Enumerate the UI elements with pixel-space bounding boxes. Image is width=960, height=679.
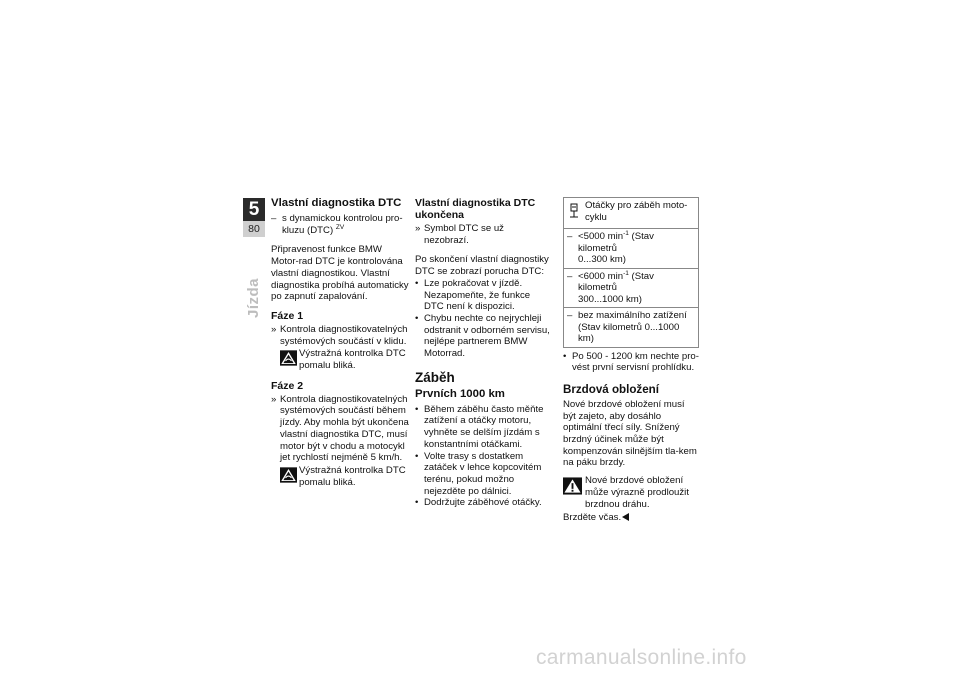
item-text: Po 500 - 1200 km nechte pro-vést první servisní prohlídku. xyxy=(572,350,699,374)
list-item xyxy=(415,451,550,498)
item-superscript: ZV xyxy=(335,223,345,231)
list-item xyxy=(415,404,550,451)
list-item xyxy=(271,213,411,236)
closing-text: Brzděte včas. xyxy=(563,512,622,524)
item-text: s dynamickou kontrolou pro-kluzu (DTC) xyxy=(282,213,403,236)
chapter-number: 5 xyxy=(243,198,265,221)
paragraph: Po skončení vlastní diagnostiky DTC se zobrazí porucha DTC: xyxy=(415,254,549,278)
phase-2-title: Fáze 2 xyxy=(271,379,304,392)
arrow-marker: » xyxy=(271,323,277,335)
row-range: (Stav kilometrů 0...1000 km) xyxy=(578,321,680,344)
table-header-text: Otáčky pro záběh moto-cyklu xyxy=(585,200,688,223)
section-title-dtc-finished: Vlastní diagnostika DTC ukončena xyxy=(415,197,536,221)
bullet-marker: • xyxy=(415,450,419,462)
dash-marker: – xyxy=(567,270,573,282)
bullet-marker: • xyxy=(415,403,419,415)
item-text: Lze pokračovat v jízdě. Nezapomeňte, že funkce DTC není k dispozici. xyxy=(424,277,531,313)
engine-speed-icon xyxy=(568,203,580,221)
warning-triangle-icon xyxy=(280,350,297,366)
break-in-rpm-table xyxy=(563,197,699,348)
section-title-brake-pads: Brzdová obložení xyxy=(563,382,659,396)
subsection-title-first-1000km: Prvních 1000 km xyxy=(415,387,505,400)
row-value: bez maximálního zatížení xyxy=(578,310,687,321)
warning-exclamation-icon xyxy=(563,477,582,495)
warning-text: Výstražná kontrolka DTC pomalu bliká. xyxy=(299,464,406,488)
end-of-section-icon xyxy=(622,513,629,521)
chapter-tab xyxy=(243,198,265,238)
row-range: 300...1000 km) xyxy=(578,293,642,305)
list-item xyxy=(415,223,550,246)
bullet-marker: • xyxy=(415,497,419,509)
list-item xyxy=(563,351,699,374)
item-text: Během záběhu často měňte zatížení a otáčky motoru, vyhněte se delším jízdám s konstantními otáčkami. xyxy=(424,403,544,450)
paragraph: Připravenost funkce BMW Motor-rad DTC je kontrolována vlastní diagnostikou. Vlastní diagnostika probíhá automaticky po zapnutí zapalování. xyxy=(271,244,409,303)
list-item xyxy=(415,278,550,313)
list-item xyxy=(271,324,411,347)
section-title-dtc-self-diagnosis: Vlastní diagnostika DTC xyxy=(271,197,402,209)
table-row xyxy=(564,268,699,308)
page-number: 80 xyxy=(243,221,265,237)
table-row xyxy=(564,229,699,269)
phase-1-title: Fáze 1 xyxy=(271,309,304,322)
column-1 xyxy=(271,197,411,490)
warning-note xyxy=(280,348,411,371)
dash-marker: – xyxy=(567,310,573,321)
list-item xyxy=(415,497,550,509)
row-superscript: -1 xyxy=(623,269,629,277)
row-superscript: -1 xyxy=(623,229,629,237)
item-text: Kontrola diagnostikovatelných systémových součástí v klidu. xyxy=(280,323,408,347)
row-range: 0...300 km) xyxy=(578,254,626,265)
dash-marker: – xyxy=(567,231,573,242)
list-item xyxy=(415,313,550,360)
column-3 xyxy=(563,197,699,524)
warning-text: Nové brzdové obložení může výrazně prodloužit brzdnou dráhu. xyxy=(585,475,689,510)
arrow-marker: » xyxy=(415,223,421,234)
column-2 xyxy=(415,197,550,509)
row-value-suffix: (Stav kilometrů xyxy=(578,231,654,254)
bullet-marker: • xyxy=(563,350,567,362)
list-item xyxy=(271,394,411,464)
warning-triangle-icon xyxy=(280,467,297,483)
bullet-marker: • xyxy=(415,277,419,289)
row-value: <5000 min xyxy=(578,231,624,242)
section-title-break-in: Záběh xyxy=(415,369,455,385)
warning-note xyxy=(280,465,411,488)
bullet-marker: • xyxy=(415,312,419,324)
paragraph: Nové brzdové obložení musí být zajeto, aby dosáhlo optimální třecí síly. Snížený brzdný účinek může být kompenzován silnějším tla-kem na páku brzdy. xyxy=(563,398,697,469)
row-value: <6000 min xyxy=(578,270,624,282)
item-text: Symbol DTC se už nezobrazí. xyxy=(424,223,504,246)
closing-line xyxy=(563,512,699,524)
row-value-suffix: (Stav kilometrů xyxy=(578,270,654,293)
arrow-marker: » xyxy=(271,393,277,405)
table-header-cell xyxy=(564,198,699,229)
item-text: Dodržujte záběhové otáčky. xyxy=(424,497,542,509)
warning-text: Výstražná kontrolka DTC pomalu bliká. xyxy=(299,348,406,372)
watermark: carmanualsonline.info xyxy=(536,646,747,669)
dash-marker: – xyxy=(271,213,277,224)
item-text: Kontrola diagnostikovatelných systémových součástí během jízdy. Aby mohla být ukončena vlastní diagnostika DTC, musí motor být v chodu a motocykl jet rychlostí nejméně 5 km/h. xyxy=(280,393,409,464)
table-row xyxy=(564,308,699,348)
chapter-side-label: Jízda xyxy=(245,277,262,318)
warning-note xyxy=(563,475,699,510)
item-text: Volte trasy s dostatkem zatáček v lehce kopcovitém terénu, pokud možno nejezděte po dálnici. xyxy=(424,450,542,497)
item-text: Chybu nechte co nejrychleji odstranit v odborném servisu, nejlépe partnerem BMW Motorrad. xyxy=(424,312,550,360)
